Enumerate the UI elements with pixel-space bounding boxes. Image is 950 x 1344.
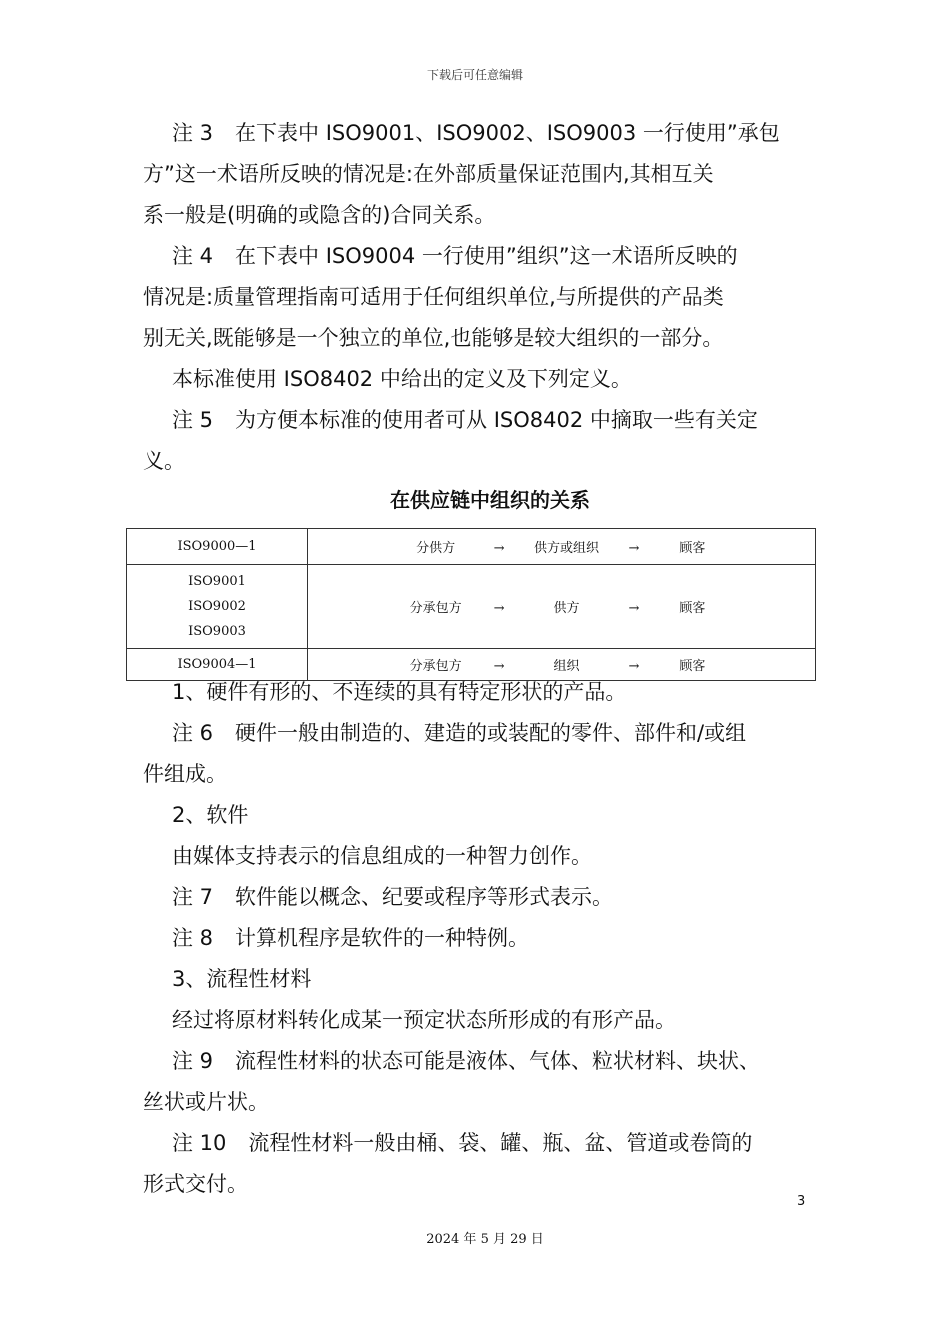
chain-cell xyxy=(308,529,816,565)
note-text: 流程性材料一般由桶、袋、罐、瓶、盆、管道或卷筒的 xyxy=(248,1131,753,1155)
chain-party: 顾客 xyxy=(679,541,706,556)
table-row xyxy=(127,565,816,649)
page-header: 下载后可任意编辑 xyxy=(426,68,523,82)
note-text: 流程性材料的状态可能是液体、气体、粒状材料、块状、 xyxy=(235,1049,761,1073)
note-text: 在下表中 ISO9004 一行使用”组织”这一术语所反映的 xyxy=(235,244,738,268)
note-text: 为方便本标准的使用者可从 ISO8402 中摘取一些有关定 xyxy=(235,408,758,432)
chain-party: 分承包方 xyxy=(409,601,462,616)
note-continuation: 形式交付。 xyxy=(143,1172,248,1196)
standard-name: ISO9000—1 xyxy=(177,539,257,554)
page-number: 3 xyxy=(797,1194,806,1209)
note-continuation: 件组成。 xyxy=(143,762,227,786)
arrow-icon: → xyxy=(628,541,640,556)
chain-party: 分承包方 xyxy=(409,659,462,674)
note-text: 计算机程序是软件的一种特例。 xyxy=(235,926,530,950)
note-7 xyxy=(143,877,811,918)
note-8 xyxy=(143,918,811,959)
note-text: 硬件一般由制造的、建造的或装配的零件、部件和/或组 xyxy=(235,721,747,745)
note-9 xyxy=(143,1041,811,1082)
arrow-icon: → xyxy=(493,659,505,674)
chain-party: 分供方 xyxy=(416,541,456,556)
chain-cell xyxy=(308,565,816,649)
arrow-icon: → xyxy=(628,601,640,616)
note-continuation: 别无关,既能够是一个独立的单位,也能够是较大组织的一部分。 xyxy=(143,326,724,350)
note-3 xyxy=(143,113,811,154)
note-label: 注 4 xyxy=(172,244,214,268)
note-text: 软件能以概念、纪要或程序等形式表示。 xyxy=(235,885,614,909)
note-continuation: 义。 xyxy=(143,449,185,473)
standard-name: ISO9004—1 xyxy=(177,657,257,672)
table-row xyxy=(127,529,816,565)
table-title: 在供应链中组织的关系 xyxy=(390,488,590,512)
note-label: 注 8 xyxy=(172,926,214,950)
note-label: 注 9 xyxy=(172,1049,214,1073)
note-label: 注 10 xyxy=(172,1131,227,1155)
note-continuation: 丝状或片状。 xyxy=(143,1090,269,1114)
chain-party: 组织 xyxy=(553,659,580,674)
notes-bottom-section xyxy=(143,672,811,1205)
notes-top-section xyxy=(143,113,811,482)
chain-party: 顾客 xyxy=(679,659,706,674)
note-continuation: 系一般是(明确的或隐含的)合同关系。 xyxy=(143,203,496,227)
note-6 xyxy=(143,713,811,754)
note-label: 注 7 xyxy=(172,885,214,909)
chain-party: 供方 xyxy=(553,601,580,616)
standard-definition-line: 本标准使用 ISO8402 中给出的定义及下列定义。 xyxy=(172,367,632,391)
standard-cell xyxy=(127,529,308,565)
note-continuation: 情况是:质量管理指南可适用于任何组织单位,与所提供的产品类 xyxy=(143,285,724,309)
chain-party: 供方或组织 xyxy=(533,541,599,556)
arrow-icon: → xyxy=(493,541,505,556)
note-text: 在下表中 ISO9001、ISO9002、ISO9003 一行使用”承包 xyxy=(235,121,780,145)
definition-text: 经过将原材料转化成某一预定状态所形成的有形产品。 xyxy=(172,1008,676,1032)
note-10 xyxy=(143,1123,811,1164)
standard-name: ISO9003 xyxy=(188,624,246,639)
note-continuation: 方”这一术语所反映的情况是:在外部质量保证范围内,其相互关 xyxy=(143,162,714,186)
standard-name: ISO9002 xyxy=(188,599,246,614)
definition-text: 由媒体支持表示的信息组成的一种智力创作。 xyxy=(172,844,592,868)
standard-cell xyxy=(127,565,308,649)
arrow-icon: → xyxy=(628,659,640,674)
definition-item-3: 3、流程性材料 xyxy=(172,967,312,991)
note-label: 注 3 xyxy=(172,121,214,145)
definition-item-1: 1、硬件有形的、不连续的具有特定形状的产品。 xyxy=(172,680,627,704)
standard-name: ISO9001 xyxy=(188,574,246,589)
chain-party: 顾客 xyxy=(679,601,706,616)
note-label: 注 5 xyxy=(172,408,214,432)
page-footer-date: 2024 年 5 月 29 日 xyxy=(426,1232,544,1247)
note-4 xyxy=(143,236,811,277)
arrow-icon: → xyxy=(493,601,505,616)
note-5 xyxy=(143,400,811,441)
supply-chain-table xyxy=(126,528,816,681)
definition-item-2: 2、软件 xyxy=(172,803,249,827)
note-label: 注 6 xyxy=(172,721,214,745)
